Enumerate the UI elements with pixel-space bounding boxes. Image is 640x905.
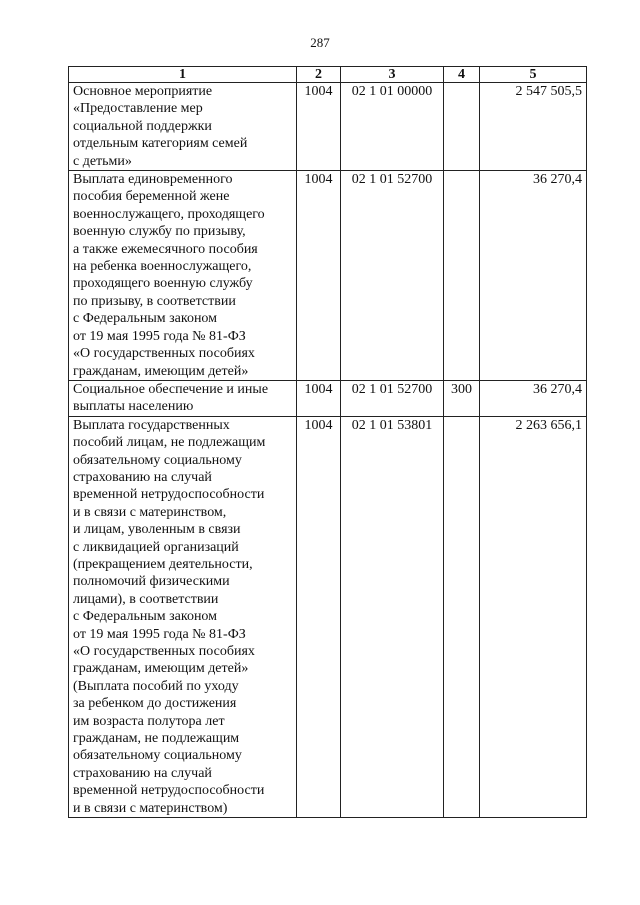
budget-table: [68, 66, 587, 818]
cell-target-code: 02 1 01 52700: [341, 171, 444, 381]
cell-expense-kind: [444, 83, 480, 171]
table-row: [69, 416, 587, 817]
cell-target-code: 02 1 01 00000: [341, 83, 444, 171]
cell-target-code: 02 1 01 52700: [341, 380, 444, 416]
cell-target-code: 02 1 01 53801: [341, 416, 444, 817]
cell-amount: 36 270,4: [480, 171, 587, 381]
cell-name: Выплата государственных пособий лицам, не подлежащим обязательному социальному страхованию на случай временной нетрудоспособности и в связи с материнством, и лицам, уволенным в связи с ликвидацией организаций (прекращением деятельности, полномочий физическими лицами), в соответствии с Федеральным законом от 19 мая 1995 года № 81-ФЗ «О государственных пособиях гражданам, имеющим детей» (Выплата пособий по уходу за ребенком до достижения им возраста полутора лет гражданам, не подлежащим обязательному социальному страхованию на случай временной нетрудоспособности и в связи с материнством): [69, 416, 297, 817]
column-header: 4: [444, 67, 480, 83]
table-row: [69, 380, 587, 416]
cell-expense-kind: [444, 416, 480, 817]
cell-name: Основное мероприятие «Предоставление мер социальной поддержки отдельным категориям семей с детьми»: [69, 83, 297, 171]
column-header: 5: [480, 67, 587, 83]
cell-expense-kind: 300: [444, 380, 480, 416]
cell-amount: 2 547 505,5: [480, 83, 587, 171]
cell-expense-kind: [444, 171, 480, 381]
column-header: 1: [69, 67, 297, 83]
cell-section: 1004: [297, 171, 341, 381]
page-number: 287: [310, 35, 330, 50]
cell-section: 1004: [297, 416, 341, 817]
table-row: [69, 83, 587, 171]
table-row: [69, 171, 587, 381]
cell-amount: 36 270,4: [480, 380, 587, 416]
cell-amount: 2 263 656,1: [480, 416, 587, 817]
cell-name: Выплата единовременного пособия беременной жене военнослужащего, проходящего военную службу по призыву, а также ежемесячного пособия на ребенка военнослужащего, проходящего военную службу по призыву, в соответствии с Федеральным законом от 19 мая 1995 года № 81-ФЗ «О государственных пособиях гражданам, имеющим детей»: [69, 171, 297, 381]
cell-section: 1004: [297, 83, 341, 171]
cell-section: 1004: [297, 380, 341, 416]
column-header: 2: [297, 67, 341, 83]
header-row: [69, 67, 587, 83]
column-header: 3: [341, 67, 444, 83]
cell-name: Социальное обеспечение и иные выплаты населению: [69, 380, 297, 416]
